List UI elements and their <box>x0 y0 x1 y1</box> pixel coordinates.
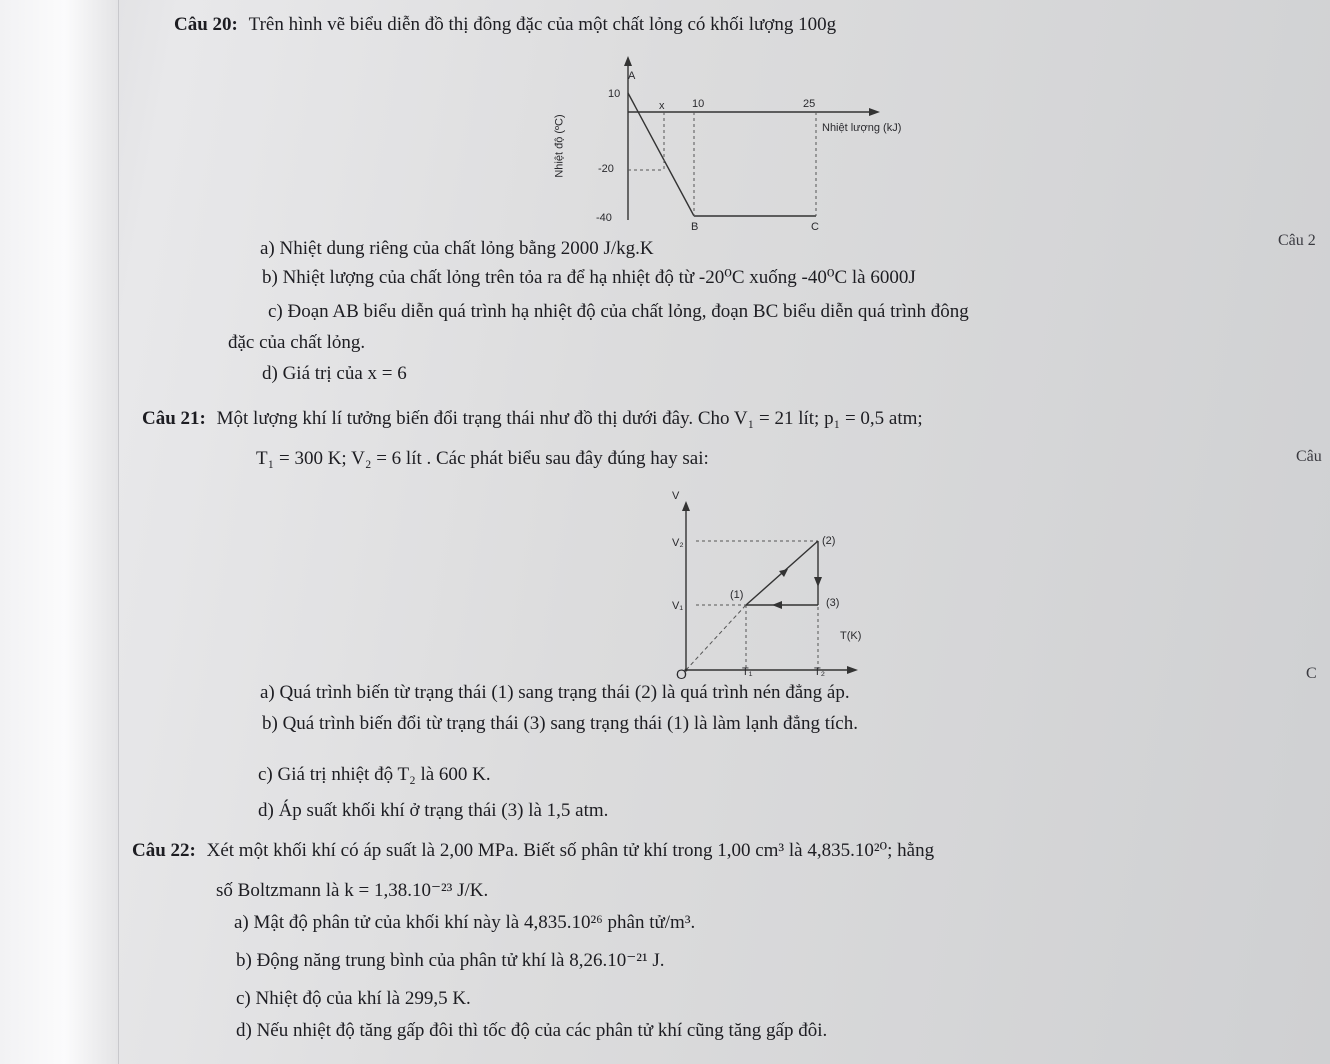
q20-x-axis-label: Nhiệt lượng (kJ) <box>822 122 902 134</box>
q20-y-axis-label: Nhiệt độ (ºC) <box>553 114 566 178</box>
q20-option-c-line2: đặc của chất lỏng. <box>228 332 366 353</box>
q20-option-c-line1: c) Đoạn AB biểu diễn quá trình hạ nhiệt độ của chất lỏng, đoạn BC biểu diễn quá trình đông <box>268 301 969 322</box>
q20-label-c: C <box>811 221 819 233</box>
q21-state-3-label: (3) <box>826 597 840 609</box>
q22-stem2: số Boltzmann là k = 1,38.10⁻²³ J/K. <box>216 880 489 901</box>
q20-tick-x-25: 25 <box>803 98 816 110</box>
q20-tick-x-10: 10 <box>692 98 705 110</box>
q21-x-axis-label: T(K) <box>840 630 862 642</box>
q20-tick-y-minus40: -40 <box>596 212 612 224</box>
q21-state-2-label: (2) <box>822 535 836 547</box>
q21-y-axis-label: V <box>672 490 680 502</box>
q21-t2-label: T₂ <box>814 666 825 678</box>
q20-label-a: A <box>628 70 636 82</box>
q21-v1-label: V₁ <box>672 600 684 612</box>
q22-header: Câu 22: <box>132 840 196 861</box>
q20-option-d: d) Giá trị của x = 6 <box>262 363 407 384</box>
q22-stem1: Xét một khối khí có áp suất là 2,00 MPa. Biết số phân tử khí trong 1,00 cm³ là 4,835.10²⁰; hằng <box>206 840 935 861</box>
q22-option-b: b) Động năng trung bình của phân tử khí là 8,26.10⁻²¹ J. <box>236 950 665 971</box>
q21-line1 <box>142 408 923 430</box>
q21-graph <box>660 495 900 685</box>
q22-option-c: c) Nhiệt độ của khí là 299,5 K. <box>236 988 471 1009</box>
q22-line1 <box>132 840 934 862</box>
q21-option-a: a) Quá trình biến từ trạng thái (1) sang trạng thái (2) là quá trình nén đẳng áp. <box>260 682 850 703</box>
q21-option-c: c) Giá trị nhiệt độ T₂ là 600 K. <box>258 764 491 785</box>
q21-option-d: d) Áp suất khối khí ở trạng thái (3) là 1,5 atm. <box>258 800 609 821</box>
side-fragment-3: C <box>1306 665 1317 682</box>
q21-stem1: Một lượng khí lí tưởng biến đổi trạng thái như đồ thị dưới đây. Cho V₁ = 21 lít; p₁ = 0,5 atm; <box>216 408 923 429</box>
q20-graph <box>560 50 960 240</box>
q20-stem: Trên hình vẽ biểu diễn đồ thị đông đặc của một chất lỏng có khối lượng 100g <box>248 14 837 35</box>
q21-stem2: T₁ = 300 K; V₂ = 6 lít . Các phát biểu sau đây đúng hay sai: <box>256 448 709 469</box>
q20-line <box>174 14 836 36</box>
q22-option-d: d) Nếu nhiệt độ tăng gấp đôi thì tốc độ của các phân tử khí cũng tăng gấp đôi. <box>236 1020 828 1041</box>
side-fragment-1: Câu 2 <box>1278 232 1316 249</box>
q20-option-b: b) Nhiệt lượng của chất lỏng trên tỏa ra để hạ nhiệt độ từ -20⁰C xuống -40⁰C là 6000J <box>262 267 916 288</box>
q22-option-a: a) Mật độ phân tử của khối khí này là 4,835.10²⁶ phân tử/m³. <box>234 912 696 933</box>
q21-origin-label: O <box>676 666 687 682</box>
q21-state-1-label: (1) <box>730 589 744 601</box>
q20-option-a: a) Nhiệt dung riêng của chất lỏng bằng 2000 J/kg.K <box>260 238 654 259</box>
q20-label-x: x <box>659 100 665 112</box>
q21-header: Câu 21: <box>142 408 206 429</box>
q20-tick-y-10: 10 <box>608 88 621 100</box>
q20-header: Câu 20: <box>174 14 238 35</box>
q20-tick-y-minus20: -20 <box>598 163 614 175</box>
side-fragment-2: Câu <box>1296 448 1322 465</box>
q21-option-b: b) Quá trình biến đổi từ trạng thái (3) sang trạng thái (1) là làm lạnh đẳng tích. <box>262 713 858 734</box>
q21-t1-label: T₁ <box>742 666 753 678</box>
q20-label-b: B <box>691 221 699 233</box>
q21-v2-label: V₂ <box>672 537 684 549</box>
